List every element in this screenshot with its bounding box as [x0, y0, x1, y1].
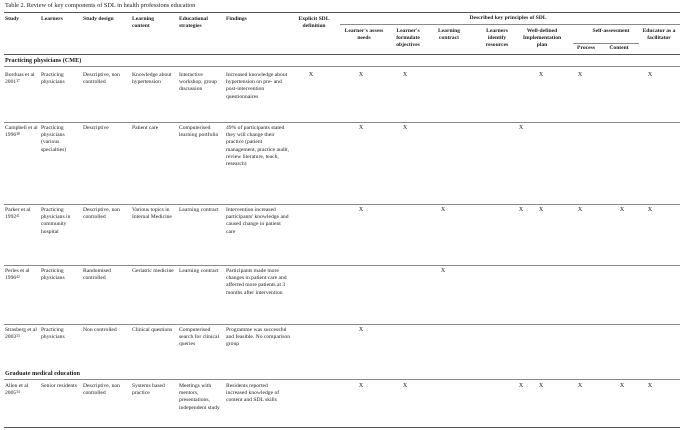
study-name: Allen et al 2005 [5, 383, 29, 397]
header-study: Study [5, 16, 19, 22]
study-name: Parker et al 1992 [5, 207, 31, 221]
row-rule [4, 122, 680, 123]
study-name: Borduas et al 2001 [5, 72, 35, 86]
learners-cell: Practicing physicians [41, 327, 65, 341]
findings-cell: Increased knowledge about hypertension on pre- and post-intervention questionnaires [226, 72, 288, 100]
content-cell: Various topics in Internal Medicine [132, 207, 172, 221]
learners-cell: Practicing physicians (various specialties) [41, 125, 67, 153]
study-cell [5, 327, 39, 341]
design-cell: Descriptive [83, 125, 109, 131]
strategies-cell: Computerised search for clinical queries [179, 327, 220, 348]
table-caption: Table 2. Review of key components of SDL in health professions education [5, 2, 196, 9]
criterion-mark: X [577, 72, 583, 78]
header-learners: Learners [41, 16, 63, 22]
criterion-mark: X [358, 383, 364, 389]
strategies-cell: Learning contract [179, 207, 219, 213]
group-rule [340, 24, 680, 25]
reference-number: 37 [16, 79, 20, 84]
header-assess-needs: Learner's assess needs [344, 28, 384, 41]
section-rule [4, 66, 680, 67]
criterion-mark: X [619, 207, 625, 213]
reference-number: 33 [16, 334, 20, 339]
criterion-mark: X [518, 207, 524, 213]
criterion-mark: X [647, 207, 653, 213]
study-cell [5, 72, 39, 86]
header-educator-facilitator: Educator as a facilitator [642, 28, 676, 41]
header-learning-content: Learning content [132, 16, 155, 29]
header-process: Process [577, 45, 595, 51]
criterion-mark: X [647, 72, 653, 78]
header-self-assessment: Self-assessment [592, 28, 630, 34]
criterion-mark: X [518, 383, 524, 389]
design-cell: Descriptive, non controlled [83, 383, 120, 397]
header-identify-resources: Learners identify resources [485, 28, 509, 48]
design-cell: Non controlled [83, 327, 117, 333]
criterion-mark: X [402, 125, 408, 131]
reference-number: 42 [16, 275, 20, 280]
header-content: Content [609, 45, 629, 51]
learners-cell: Senior residents [41, 383, 77, 389]
criterion-mark: X [358, 125, 364, 131]
content-cell: Knowledge about hypertension [132, 72, 172, 86]
row-rule [4, 265, 680, 266]
study-cell [5, 268, 39, 282]
learners-cell: Practicing physicians in community hospital [41, 207, 71, 235]
content-cell: Clinical questions [132, 327, 173, 333]
criterion-mark: X [538, 383, 544, 389]
strategies-cell: Interactive workshop, group discussion [179, 72, 217, 93]
header-rule [4, 54, 680, 55]
criterion-mark: X [647, 383, 653, 389]
header-implementation-plan: Well-defined Implementation plan [522, 28, 562, 48]
design-cell: Descriptive, non controlled [83, 207, 120, 221]
learners-cell: Practicing physicians [41, 268, 65, 282]
study-cell [5, 383, 39, 397]
criterion-mark: X [440, 268, 446, 274]
design-cell: Descriptive, non controlled [83, 72, 120, 86]
section-title: Graduate medical education [5, 370, 80, 377]
findings-cell: Programme was successful and feasible. No comparison group [226, 327, 290, 348]
row-rule [4, 204, 680, 205]
criterion-mark: X [358, 327, 364, 333]
criterion-mark: X [518, 125, 524, 131]
findings-cell: 49% of participants stated they will change their practice (patient management, practice audit, review literature, teach, research) [226, 125, 290, 168]
learners-cell: Practicing physicians [41, 72, 65, 86]
reference-number: 41 [16, 214, 20, 219]
criterion-mark: X [440, 207, 446, 213]
findings-cell: Residents reported increased knowledge of content and SDL skills [226, 383, 280, 404]
header-principles-group: Described key principles of SDL [469, 15, 547, 21]
reference-number: 38 [16, 132, 20, 137]
criterion-mark: X [619, 383, 625, 389]
study-name: Strasberg et al 2003 [5, 327, 37, 341]
criterion-mark: X [402, 72, 408, 78]
study-cell [5, 125, 39, 139]
criterion-mark: X [308, 72, 314, 78]
bottom-rule [4, 427, 680, 428]
design-cell: Randomised controlled [83, 268, 111, 282]
header-learning-contract: Learning contract [437, 28, 461, 41]
header-educational-strategies: Educational strategies [179, 16, 208, 29]
strategies-cell: Learning contract [179, 268, 219, 274]
top-rule [4, 12, 680, 13]
content-cell: Patient care [132, 125, 159, 131]
self-assessment-rule [573, 43, 639, 44]
reference-number: 34 [16, 390, 20, 395]
findings-cell: Participants made more changes in patient care and affected more patients at 3 months after intervention [226, 268, 287, 296]
findings-cell: Intervention increased participants' knowledge and caused change in patient care [226, 207, 289, 235]
criterion-mark: X [358, 207, 364, 213]
criterion-mark: X [402, 383, 408, 389]
section-rule [4, 379, 680, 380]
header-formulate-objectives: Learner's formulate objectives [396, 28, 420, 48]
content-cell: Systems based practice [132, 383, 165, 397]
section-title: Practicing physicians (CME) [5, 57, 82, 64]
header-explicit-sdl: Explicit SDL definition [298, 16, 330, 29]
header-study-design: Study design [83, 16, 114, 22]
study-name: Perles et al 1996 [5, 268, 30, 282]
criterion-mark: X [358, 72, 364, 78]
row-rule [4, 324, 680, 325]
criterion-mark: X [577, 207, 583, 213]
criterion-mark: X [538, 207, 544, 213]
strategies-cell: Meetings with mentors, presentations, independent study [179, 383, 220, 411]
criterion-mark: X [538, 72, 544, 78]
content-cell: Geriatric medicine [132, 268, 174, 274]
study-name: Campbell et al 1996 [5, 125, 38, 139]
header-findings: Findings [226, 16, 247, 22]
strategies-cell: Computerised learning portfolio [179, 125, 219, 139]
criterion-mark: X [577, 383, 583, 389]
study-cell [5, 207, 39, 221]
